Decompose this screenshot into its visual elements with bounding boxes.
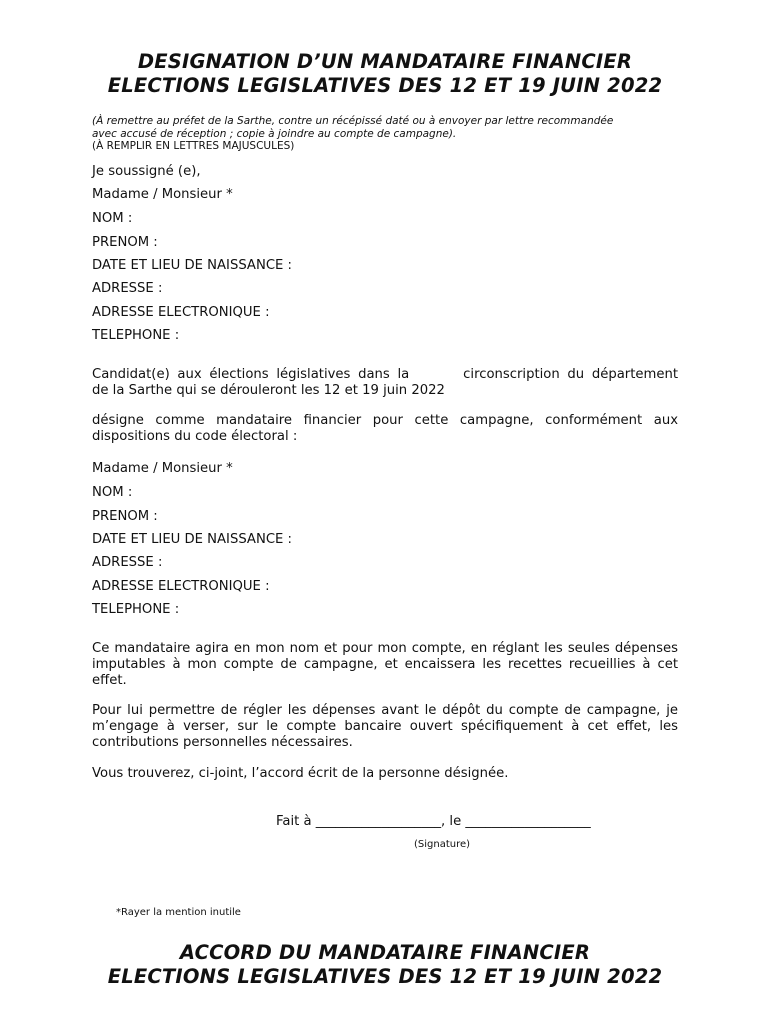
terms-paragraph-3: Vous trouverez, ci-joint, l’accord écrit de la personne désignée.: [92, 766, 509, 781]
document-title-line1: DESIGNATION D’UN MANDATAIRE FINANCIER: [137, 50, 633, 73]
signature-label: (Signature): [414, 839, 471, 850]
terms-paragraph-2: Pour lui permettre de régler les dépenses avant le dépôt du compte de campagne, je m’engage à verser, sur le compte bancaire ouvert spécifiquement à cet effet, les contributions personnelles nécessaires.: [92, 703, 678, 750]
accord-title-line2: ELECTIONS LEGISLATIVES DES 12 ET 19 JUIN 2022: [107, 965, 663, 988]
mandataire-nom-label: NOM :: [92, 485, 133, 500]
document-title-line2: ELECTIONS LEGISLATIVES DES 12 ET 19 JUIN 2022: [107, 74, 663, 97]
signature-place-date: Fait à ___________________, le ___________________: [276, 814, 591, 829]
candidate-adresse-label: ADRESSE :: [92, 281, 163, 296]
mandataire-adresse-label: ADRESSE :: [92, 555, 163, 570]
candidate-email-label: ADRESSE ELECTRONIQUE :: [92, 305, 270, 320]
designation-paragraph: désigne comme mandataire financier pour cette campagne, conformément aux dispositions du code électoral :: [92, 413, 678, 444]
accord-title-line1: ACCORD DU MANDATAIRE FINANCIER: [179, 941, 591, 964]
candidacy-line1: Candidat(e) aux élections législatives dans la circonscription du département: [92, 367, 678, 382]
mandataire-naissance-label: DATE ET LIEU DE NAISSANCE :: [92, 532, 292, 547]
mandataire-telephone-label: TELEPHONE :: [92, 602, 180, 617]
instruction-line3: (À REMPLIR EN LETTRES MAJUSCULES): [92, 140, 295, 152]
footnote: *Rayer la mention inutile: [116, 907, 241, 918]
terms-paragraph-1: Ce mandataire agira en mon nom et pour mon compte, en réglant les seules dépenses imputables à mon compte de campagne, et encaissera les recettes recueillies à cet effet.: [92, 641, 678, 688]
candidate-prenom-label: PRENOM :: [92, 235, 158, 250]
candidate-civility: Madame / Monsieur *: [92, 187, 233, 202]
mandataire-civility: Madame / Monsieur *: [92, 461, 233, 476]
mandataire-prenom-label: PRENOM :: [92, 509, 158, 524]
mandataire-email-label: ADRESSE ELECTRONIQUE :: [92, 579, 270, 594]
candidate-intro: Je soussigné (e),: [92, 164, 201, 179]
instruction-line2: avec accusé de réception ; copie à joindre au compte de campagne).: [92, 127, 457, 140]
candidacy-paragraph: [92, 367, 678, 399]
candidacy-line2: de la Sarthe qui se dérouleront les 12 et 19 juin 2022: [92, 383, 445, 398]
candidate-nom-label: NOM :: [92, 211, 133, 226]
candidate-telephone-label: TELEPHONE :: [92, 328, 180, 343]
instructions: [92, 115, 692, 153]
candidate-naissance-label: DATE ET LIEU DE NAISSANCE :: [92, 258, 292, 273]
instruction-line1: (À remettre au préfet de la Sarthe, contre un récépissé daté ou à envoyer par lettre recommandée: [92, 115, 614, 127]
